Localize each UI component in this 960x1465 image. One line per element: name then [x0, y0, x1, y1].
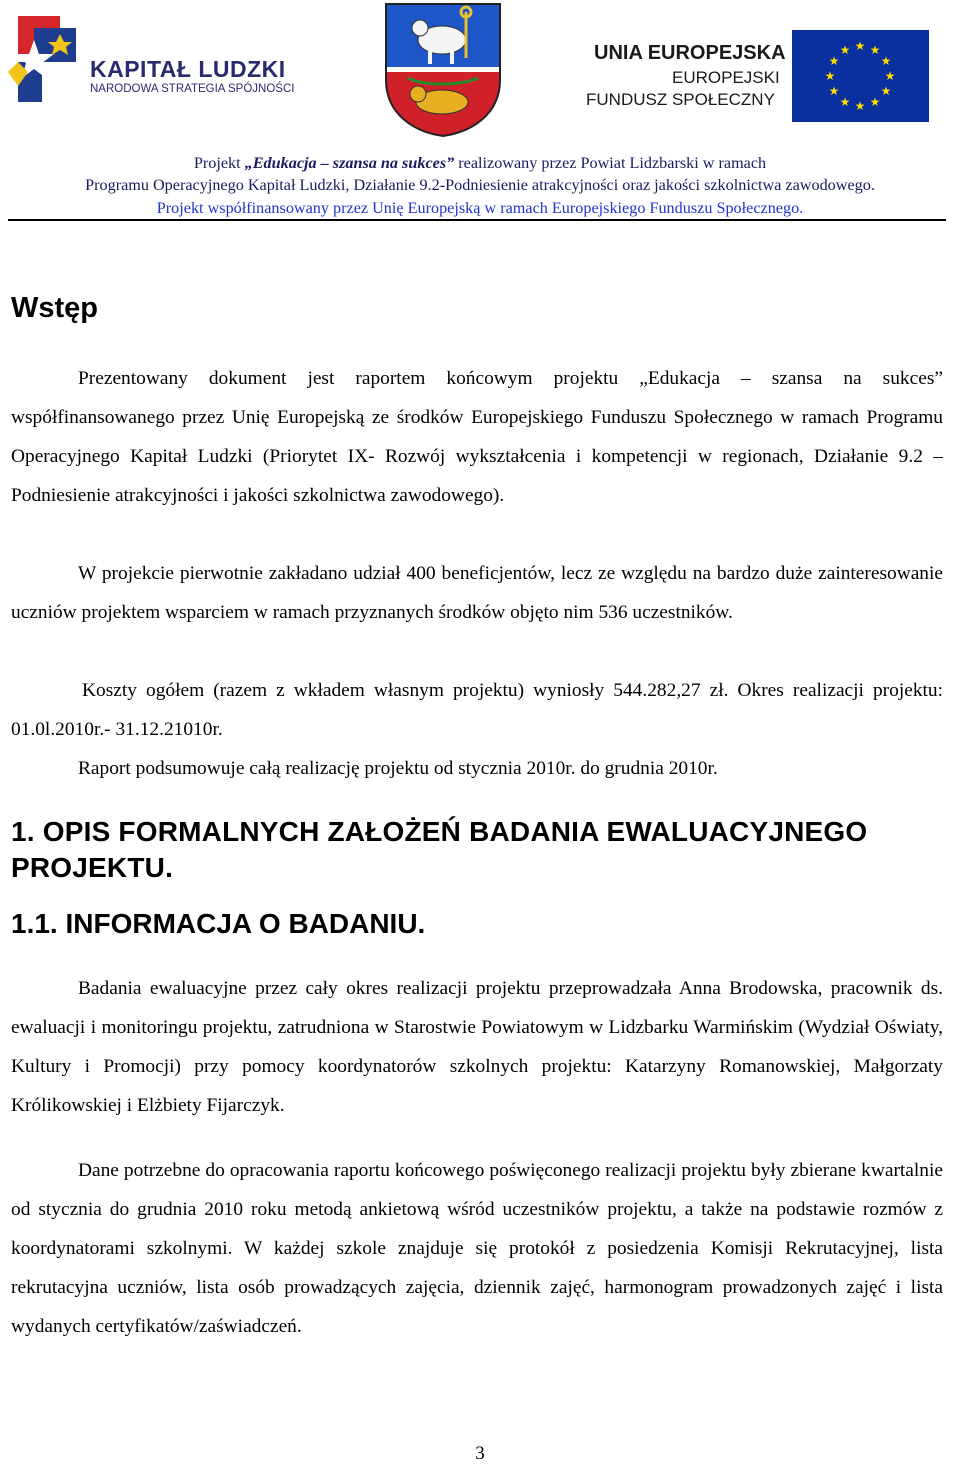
eu-star-icon: ★ — [880, 54, 892, 68]
eu-star-icon: ★ — [828, 54, 840, 68]
ue-line2: EUROPEJSKI — [672, 68, 780, 87]
kapital-ludzki-subtitle: NARODOWA STRATEGIA SPÓJNOŚCI — [90, 83, 295, 95]
eu-star-icon: ★ — [839, 94, 851, 109]
kapital-ludzki-title: KAPITAŁ LUDZKI — [90, 56, 286, 82]
paragraph-badania: Badania ewaluacyjne przez cały okres realizacji projektu przeprowadzała Anna Brodowska, pracownik ds. ewaluacji i monitoringu projektu, zatrudniona w Starostwie Powiatowym w Lidzbarku Warmińskim (Wydział Oświaty, Kultury i Promocji) przy pomocy koordynatorów szkolnych projektu: Katarzyny Romanowskiej, Małgorzaty Królikowskiej i Elżbiety Fijarczyk. — [11, 978, 943, 1116]
eu-star-icon: ★ — [828, 84, 840, 98]
eu-star-icon: ★ — [854, 39, 866, 53]
kapital-ludzki-star-icon — [4, 14, 84, 106]
project-info-line-3: Projekt współfinansowany przez Unię Europejską w ramach Europejskiego Funduszu Społecznego. — [156, 199, 804, 217]
powiat-lidzbarski-crest-icon — [384, 2, 502, 138]
paragraph-raport: Raport podsumowuje całą realizację projektu od stycznia 2010r. do grudnia 2010r. — [78, 758, 718, 779]
project-suffix: realizowany przez Powiat Lidzbarski w ramach — [454, 154, 767, 172]
paragraph-dane: Dane potrzebne do opracowania raportu końcowego poświęconego realizacji projektu były zbierane kwartalnie od stycznia do grudnia 2010 roku metodą ankietową wśród uczestników projektu, a także na podstawie rozmów z koordynatorami szkolnymi. W każdej szkole znajduje się protokół z posiedzenia Komisji Rekrutacyjnej, lista rekrutacyjna uczniów, lista osób prowadzących zajęcia, dziennik zajęć, harmonogram prowadzonych zajęć i lista wydanych certyfikatów/zaświadczeń. — [11, 1160, 943, 1337]
eu-star-icon: ★ — [880, 84, 892, 98]
eu-star-icon: ★ — [839, 43, 851, 58]
eu-star-icon: ★ — [824, 69, 836, 83]
project-title: „Edukacja – szansa na sukces” — [244, 154, 455, 172]
ue-line3: FUNDUSZ SPOŁECZNY — [586, 90, 775, 109]
eu-flag-icon — [792, 30, 929, 122]
paragraph-beneficjenci: W projekcie pierwotnie zakładano udział 400 beneficjentów, lecz ze względu na bardzo duże zainteresowanie uczniów projektem wsparciem w ramach przyznanych środków objęto nim 536 uczestników. — [11, 563, 943, 623]
project-prefix: Projekt — [193, 154, 245, 172]
eu-star-icon: ★ — [854, 99, 866, 113]
project-info-line-1 — [0, 153, 960, 173]
project-info-line-2: Programu Operacyjnego Kapitał Ludzki, Działanie 9.2-Podniesienie atrakcyjności oraz jakości szkolnictwa zawodowego. — [85, 176, 875, 194]
eu-star-icon: ★ — [869, 43, 881, 58]
powiat-crest — [384, 2, 502, 138]
eu-star-icon: ★ — [884, 69, 896, 83]
eu-efs-logo — [580, 30, 940, 126]
paragraph-koszty: Koszty ogółem (razem z wkładem własnym projektu) wyniosły 544.282,27 zł. Okres realizacji projektu: 01.0l.2010r.- 31.12.21010r. — [11, 680, 943, 740]
kapital-ludzki-logo — [4, 14, 304, 106]
header-divider — [8, 219, 946, 221]
heading-section-1: 1. OPIS FORMALNYCH ZAŁOŻEŃ BADANIA EWALUACYJNEGO PROJEKTU. — [11, 816, 868, 883]
eu-star-icon: ★ — [869, 94, 881, 109]
paragraph-intro: Prezentowany dokument jest raportem końcowym projektu „Edukacja – szansa na sukces” współfinansowanego przez Unię Europejską ze środków Europejskiego Funduszu Społecznego w ramach Programu Operacyjnego Kapitał Ludzki (Priorytet IX- Rozwój wykształcenia i kompetencji w regionach, Działanie 9.2 – Podniesienie atrakcyjności i jakości szkolnictwa zawodowego). — [11, 368, 943, 506]
page-number: 3 — [475, 1443, 485, 1464]
heading-section-1-1: 1.1. INFORMACJA O BADANIU. — [11, 908, 426, 939]
heading-wstep: Wstęp — [11, 292, 98, 324]
ue-title: UNIA EUROPEJSKA — [594, 42, 786, 64]
